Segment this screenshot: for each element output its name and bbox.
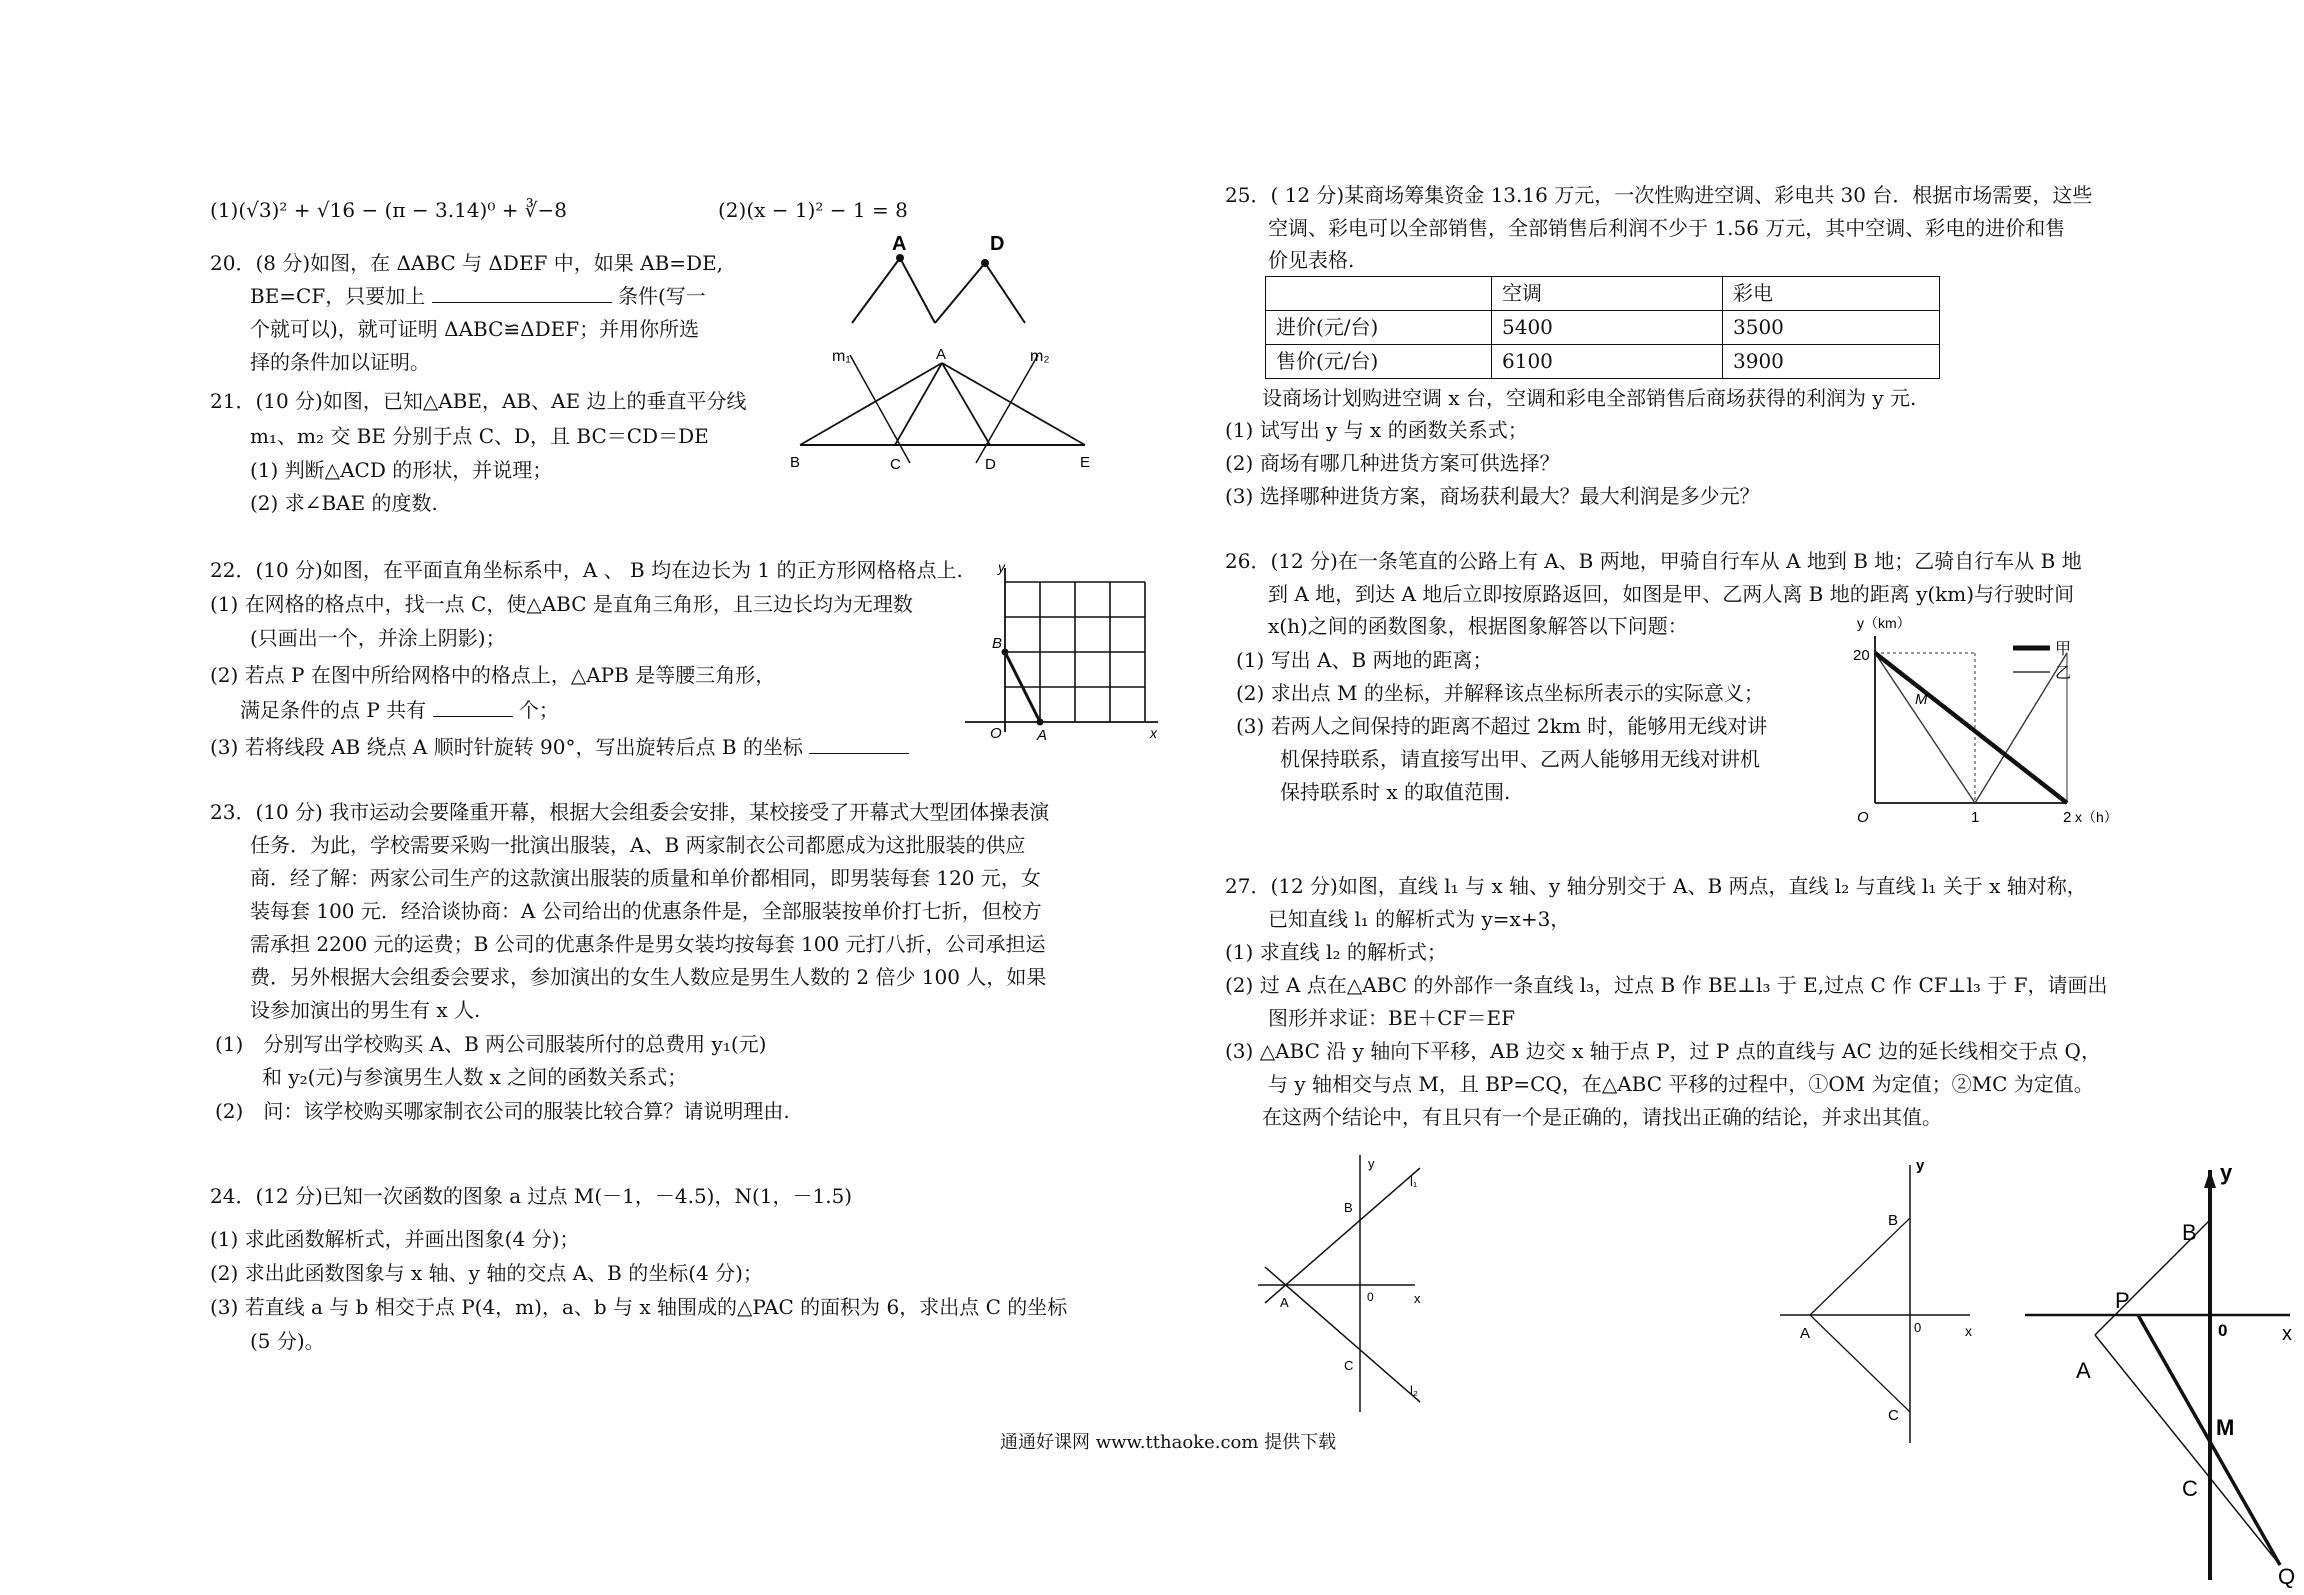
q23-line10: (2) 问：该学校购买哪家制衣公司的服装比较合算？请说明理由. <box>215 1099 790 1123</box>
q26-x-tick-2: 2 <box>2063 809 2072 826</box>
q26-line8: 保持联系时 x 的取值范围. <box>1280 780 1511 804</box>
q23-line8: (1) 分别写出学校购买 A、B 两公司服装所付的总费用 y₁(元) <box>215 1032 767 1056</box>
q22-line6 <box>210 733 909 762</box>
q25-table-header-cell <box>1266 277 1492 311</box>
q25-line2: 空调、彩电可以全部销售，全部销售后利润不少于 1.56 万元，其中空调、彩电的进价和售 <box>1268 216 2066 240</box>
q27-f1-line-l1 <box>1265 1168 1420 1303</box>
q21-segment-ad <box>942 363 990 445</box>
q22-coord-blank[interactable] <box>809 735 909 754</box>
q27-f3-label-c: C <box>2182 1476 2198 1501</box>
q20-triangle-abc <box>852 258 935 323</box>
q22-grid-figure <box>960 560 1170 745</box>
q27-f2-label-0: 0 <box>1914 1320 1922 1335</box>
q22-label-b: B <box>992 635 1003 652</box>
page-footer: 通通好课网 www.tthaoke.com 提供下载 <box>1000 1432 1337 1453</box>
q27-f3-label-q: Q <box>2278 1564 2296 1589</box>
q27-f3-label-x: x <box>2282 1323 2292 1345</box>
q20-line2 <box>250 282 706 311</box>
q27-f3-label-0: 0 <box>2218 1321 2228 1340</box>
q22-line3: (只画出一个，并涂上阴影)； <box>250 626 506 650</box>
q25-table-header-cell: 空调 <box>1492 277 1723 311</box>
q26-x-tick-o: O <box>1857 809 1869 826</box>
q25-line7: (3) 选择哪种进货方案，商场获利最大？最大利润是多少元？ <box>1225 484 1760 508</box>
q26-graph <box>1845 608 2155 833</box>
q21-line2: m₁、m₂ 交 BE 分别于点 C、D，且 BC＝CD＝DE <box>250 424 709 448</box>
q22-label-y: y <box>998 560 1005 575</box>
q22-line2: (1) 在网格的格点中，找一点 C，使△ABC 是直角三角形，且三边长均为无理数 <box>210 592 913 616</box>
q23-line1: 23．(10 分) 我市运动会要隆重开幕，根据大会组委会安排，某校接受了开幕式大型团体操表演 <box>210 800 1050 824</box>
q22-line5b: 个； <box>518 698 559 722</box>
q25-table-row <box>1266 311 1940 345</box>
q27-figure-2 <box>1770 1150 1990 1450</box>
q27-f1-label-l1: l₁ <box>1410 1174 1418 1189</box>
q27-f1-label-y: y <box>1368 1156 1375 1171</box>
q21-label-d: D <box>985 456 996 473</box>
q26-x-tick-1: 1 <box>1971 809 1980 826</box>
q22-label-x: x <box>1150 725 1157 741</box>
q27-f3-segment-aq <box>2095 1335 2280 1565</box>
q20-line3: 个就可以)，就可证明 ΔABC≌ΔDEF；并用你所选 <box>250 317 700 341</box>
q24-line1: 24．(12 分)已知一次函数的图象 a 过点 M(－1，－4.5)，N(1，－1.5) <box>210 1184 853 1208</box>
q27-f2-label-a: A <box>1800 1325 1811 1342</box>
q27-line7: 与 y 轴相交与点 M，且 BP=CQ，在△ABC 平移的过程中，①OM 为定值；②MC 为定值。 <box>1268 1072 2094 1096</box>
q21-line1: 21．(10 分)如图，已知△ABE，AB、AE 边上的垂直平分线 <box>210 389 747 413</box>
q22-point-a <box>1037 719 1044 726</box>
q27-f2-label-x: x <box>1965 1323 1972 1339</box>
q27-line8: 在这两个结论中，有且只有一个是正确的，请找出正确的结论，并求出其值。 <box>1262 1105 1942 1129</box>
q20-line4: 择的条件加以证明。 <box>250 350 430 374</box>
q25-table-cell: 6100 <box>1492 345 1723 379</box>
q20-answer-blank[interactable] <box>432 284 612 303</box>
q27-f1-label-a: A <box>1280 1295 1289 1310</box>
q27-f1-label-b: B <box>1344 1200 1353 1215</box>
q21-label-c: C <box>890 456 901 473</box>
q21-segment-ae <box>942 363 1085 445</box>
q21-label-m2: m₂ <box>1030 348 1050 365</box>
q20-line1: 20．(8 分)如图，在 ΔABC 与 ΔDEF 中，如果 AB=DE, <box>210 251 724 275</box>
q21-line-m1 <box>850 355 910 463</box>
q24-line4: (3) 若直线 a 与 b 相交于点 P(4，m)，a、b 与 x 轴围成的△PAC 的面积为 6，求出点 C 的坐标 <box>210 1295 1068 1319</box>
q22-label-a: A <box>1037 727 1048 744</box>
q25-line3: 价见表格. <box>1268 248 1355 272</box>
q27-line6: (3) △ABC 沿 y 轴向下平移，AB 边交 x 轴于点 P，过 P 点的直线与 AC 边的延长线相交于点 Q， <box>1225 1039 2101 1063</box>
q21-segment-ac <box>895 363 942 445</box>
q25-line1: 25．( 12 分)某商场筹集资金 13.16 万元，一次性购进空调、彩电共 30 台．根据市场需要，这些 <box>1225 183 2093 207</box>
q20-point-a <box>896 254 904 262</box>
q21-label-e: E <box>1080 454 1091 471</box>
q20-line2b: 条件(写一 <box>617 284 706 308</box>
q20-label-a: A <box>892 233 907 255</box>
q25-table-header-row <box>1266 277 1940 311</box>
q27-figure-3 <box>2020 1160 2304 1590</box>
q22-count-blank[interactable] <box>433 698 513 717</box>
q23-line6: 费．另外根据大会组委会要求，参加演出的女生人数应是男生人数的 2 倍少 100 人，如果 <box>250 965 1047 989</box>
q23-line5: 需承担 2200 元的运费；B 公司的优惠条件是男女装均按每套 100 元打八折，公司承担运 <box>250 932 1046 956</box>
q26-line1: 26．(12 分)在一条笔直的公路上有 A、B 两地，甲骑自行车从 A 地到 B 地；乙骑自行车从 B 地 <box>1225 549 2082 573</box>
q21-figure <box>780 345 1110 475</box>
q26-line2: 到 A 地，到达 A 地后立即按原路返回，如图是甲、乙两人离 B 地的距离 y(km)与行驶时间 <box>1268 582 2075 606</box>
q25-table-row <box>1266 345 1940 379</box>
q26-line7: 机保持联系，请直接写出甲、乙两人能够用无线对讲机 <box>1280 747 1760 771</box>
q21-line3: (1) 判断△ACD 的形状，并说理； <box>250 458 553 482</box>
q27-f3-y-arrow <box>2204 1170 2216 1188</box>
q23-line2: 任务．为此，学校需要采购一批演出服装，A、B 两家制衣公司都愿成为这批服装的供应 <box>250 833 1026 857</box>
q25-table-cell: 进价(元/台) <box>1266 311 1492 345</box>
q25-price-table <box>1265 276 1940 379</box>
q20-line2a: BE=CF，只要加上 <box>250 284 426 308</box>
q23-line9: 和 y₂(元)与参演男生人数 x 之间的函数关系式； <box>262 1065 688 1089</box>
q22-label-o: O <box>990 725 1002 742</box>
q22-line5a: 满足条件的点 P 共有 <box>240 698 427 722</box>
q26-line4: (1) 写出 A、B 两地的距离； <box>1236 648 1493 672</box>
q23-line3: 商．经了解：两家公司生产的这款演出服装的质量和单价都相同，即男装每套 120 元，女 <box>250 866 1041 890</box>
q26-graph-background <box>1845 608 2155 833</box>
q26-y-tick-20: 20 <box>1853 647 1870 664</box>
q24-line2: (1) 求此函数解析式，并画出图象(4 分)； <box>210 1227 580 1251</box>
q20-label-d: D <box>990 233 1005 255</box>
q26-label-m: M <box>1915 691 1928 708</box>
q24-line5: (5 分)。 <box>250 1329 325 1353</box>
q27-f3-label-a: A <box>2076 1358 2091 1383</box>
q21-line4: (2) 求∠BAE 的度数. <box>250 491 438 515</box>
q26-line6: (3) 若两人之间保持的距离不超过 2km 时，能够用无线对讲 <box>1236 714 1768 738</box>
q22-line5 <box>240 696 559 725</box>
q27-line2: 已知直线 l₁ 的解析式为 y=x+3， <box>1268 907 1571 931</box>
q27-f2-label-b: B <box>1888 1212 1899 1229</box>
q21-label-a: A <box>936 346 947 363</box>
q22-line1: 22．(10 分)如图，在平面直角坐标系中，A 、 B 均在边长为 1 的正方形网格格点上. <box>210 558 963 582</box>
q20-point-d <box>981 259 989 267</box>
q25-table-header-cell: 彩电 <box>1723 277 1940 311</box>
q21-label-b: B <box>790 454 801 471</box>
q24-line3: (2) 求出此函数图象与 x 轴、y 轴的交点 A、B 的坐标(4 分)； <box>210 1261 763 1285</box>
q27-f3-label-p: P <box>2115 1288 2130 1313</box>
q26-xlabel: x（h） <box>2075 809 2118 825</box>
q27-line3: (1) 求直线 l₂ 的解析式； <box>1225 940 1447 964</box>
q26-legend-yi: 乙 <box>2055 665 2072 682</box>
q19-part2: (2)(x − 1)² − 1 = 8 <box>718 198 908 222</box>
q25-table-cell: 售价(元/台) <box>1266 345 1492 379</box>
q25-line4: 设商场计划购进空调 x 台，空调和彩电全部销售后商场获得的利润为 y 元. <box>1262 386 1917 410</box>
q27-f3-label-m: M <box>2216 1415 2235 1440</box>
q26-legend-jia: 甲 <box>2055 641 2072 658</box>
q27-f1-line-l2 <box>1265 1267 1420 1402</box>
q23-line4: 装每套 100 元．经洽谈协商：A 公司给出的优惠条件是，全部服装按单价打七折，但校方 <box>250 899 1042 923</box>
q22-grid <box>1005 582 1145 722</box>
q21-label-m1: m₁ <box>832 348 851 365</box>
q25-table-cell: 3900 <box>1723 345 1940 379</box>
q27-f1-label-0: 0 <box>1367 1290 1374 1304</box>
q22-line4: (2) 若点 P 在图中所给网格中的格点上，△APB 是等腰三角形， <box>210 663 776 687</box>
q20-triangle-def <box>935 263 1025 323</box>
q22-point-b <box>1002 649 1009 656</box>
q25-table-cell: 3500 <box>1723 311 1940 345</box>
q27-f2-label-y: y <box>1916 1157 1925 1174</box>
q27-f1-label-x: x <box>1414 1291 1421 1306</box>
q27-f3-label-y: y <box>2220 1160 2233 1185</box>
q19-part1: (1)(√3)² + √16 − (π − 3.14)⁰ + ∛−8 <box>210 198 568 222</box>
q27-line1: 27．(12 分)如图，直线 l₁ 与 x 轴、y 轴分别交于 A、B 两点，直线 l₂ 与直线 l₁ 关于 x 轴对称， <box>1225 874 2087 898</box>
q20-figure <box>840 228 1040 338</box>
q22-line6-text: (3) 若将线段 AB 绕点 A 顺时针旋转 90°，写出旋转后点 B 的坐标 <box>210 735 803 759</box>
q26-line3: x(h)之间的函数图象，根据图象解答以下问题： <box>1268 614 1688 638</box>
q27-figure-1 <box>1250 1150 1440 1420</box>
q26-ylabel: y（km） <box>1857 615 1911 631</box>
q23-line7: 设参加演出的男生有 x 人. <box>250 998 481 1022</box>
q27-f1-label-c: C <box>1344 1358 1354 1373</box>
q21-segment-ab <box>800 363 942 445</box>
q27-f3-label-b: B <box>2182 1220 2197 1245</box>
q27-f2-label-c: C <box>1888 1407 1899 1424</box>
q21-line-m2 <box>976 355 1038 463</box>
q25-line5: (1) 试写出 y 与 x 的函数关系式； <box>1225 418 1528 442</box>
q27-line5: 图形并求证：BE＋CF＝EF <box>1268 1006 1515 1030</box>
q26-line5: (2) 求出点 M 的坐标，并解释该点坐标所表示的实际意义； <box>1236 681 1764 705</box>
q25-line6: (2) 商场有哪几种进货方案可供选择？ <box>1225 451 1560 475</box>
q27-f1-label-l2: l₂ <box>1410 1383 1418 1398</box>
q27-line4: (2) 过 A 点在△ABC 的外部作一条直线 l₃，过点 B 作 BE⊥l₃ 于 E,过点 C 作 CF⊥l₃ 于 F，请画出 <box>1225 973 2108 997</box>
q25-table-cell: 5400 <box>1492 311 1723 345</box>
